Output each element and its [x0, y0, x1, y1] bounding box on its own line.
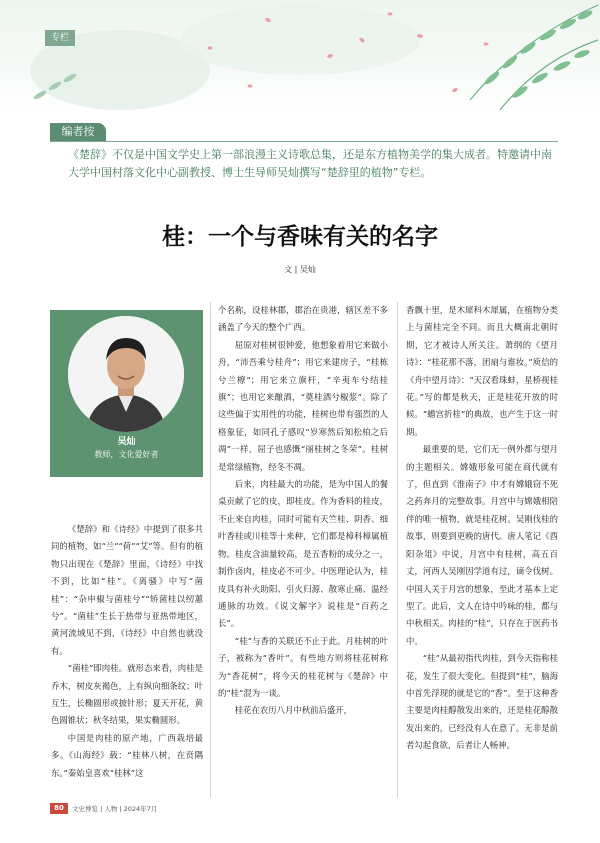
editor-note-label: 编者按	[50, 123, 106, 141]
paragraph: 最重要的是，它们无一例外都与望月的主题相关。嫦娥形象可能在商代就有了，但直到《淮南子》中才有嫦娥窃不死之药奔月的完整故事。月宫中与嫦娥相陪伴的唯一植物，就是桂花树。吴刚伐桂的故事，则要到更晚的唐代。唐人笔记《酉阳杂俎》中说，月宫中有桂树，高五百丈，河西人吴刚因学道有过，谪令伐树。中国人关于月宫的想象，至此才基本上定型了。此后，文人在诗中吟咏的桂，都与中秋相关。肉桂的“桂”，只存在于医药书中。	[406, 444, 558, 646]
column-divider	[397, 302, 398, 798]
column-divider	[210, 302, 211, 798]
paragraph: 个名称，设桂林郡，郡治在贵港，辖区差不多涵盖了今天的整个广西。	[218, 305, 388, 333]
page-footer	[50, 803, 558, 815]
paragraph: 中国是肉桂的原产地，广西栽培最多。《山海经》载：“桂林八树，在贲隅东。”秦始皇喜欢“桂林”这	[51, 732, 203, 778]
editor-note-text: 《楚辞》不仅是中国文学史上第一部浪漫主义诗歌总集，还是东方植物美学的集大成者。特邀请中南大学中国村落文化中心副教授、博士生导师吴灿撰写“楚辞里的植物”专栏。	[68, 148, 552, 179]
body-column-1	[51, 521, 203, 782]
paragraph: 《楚辞》和《诗经》中提到了很多共同的植物，如“兰”“荷”“艾”等。但有的植物只出现在《楚辞》里面，《诗经》中找不到，比如“桂”。《离骚》中写“菌桂”：“杂申椒与菌桂兮”“矫菌桂以纫蕙兮”。“菌桂”生长于热带与亚热带地区，黄河流域见不到，《诗经》中自然也就没有。	[51, 524, 203, 656]
author-name: 吴灿	[117, 437, 136, 447]
paragraph: “桂”与香的关联还不止于此。月桂树的叶子，被称为“香叶”。有些地方则将桂花树称为“香花树”，将今天的桂花树与《楚辞》中的“桂”混为一谈。	[218, 635, 388, 698]
body-column-2	[218, 302, 388, 720]
article-title: 桂：一个与香味有关的名字	[162, 224, 438, 250]
body-column-3	[406, 302, 558, 755]
paragraph: “桂”从最初指代肉桂，到今天指称桂花，发生了很大变化。但提到“桂”，脑海中首先浮现的就是它的“香”。至于这种香主要是肉桂醇散发出来的，还是桂花醇散发出来的，已经没有人在意了。无非是前者勾起食欲，后者让人畅神。	[406, 653, 558, 751]
author-description: 教师，文化爱好者	[94, 450, 159, 459]
article-byline: 文 | 吴灿	[284, 265, 316, 274]
page-number: 80	[50, 803, 68, 814]
publication-info: 文史博览 | 人物 | 2024年7月	[72, 805, 158, 813]
paragraph: 后来，肉桂最大的功能，是为中国人的餐桌贡献了它的皮，即桂皮。作为香料的桂皮，不止来自肉桂，同时可能有天竺桂、阴香、细叶香桂或川桂等十来种，它们都是樟科樟属植物。桂皮含油量较高，是五香粉的成分之一，制作卤肉，桂皮必不可少。中医理论认为，桂皮具有补火助阳、引火归源、散寒止痛、温经通脉的功效。《说文解字》说桂是“百药之长”。	[218, 479, 388, 629]
paragraph: 屈原对桂树很钟爱，他想象着用它来做小舟，“沛吾乘兮桂舟”；用它来建房子，“桂栋兮兰橑”；用它来立旗杆，“辛夷车兮结桂旗”；也用它来酿酒，“奠桂酒兮椒浆”。除了这些偏于实用性的功能，桂树也带有强烈的人格象征，如同孔子感叹“岁寒然后知松柏之后凋”一样，屈子也感慨“丽桂树之冬荣”。桂树是常绿植物，经冬不凋。	[218, 339, 388, 472]
paragraph: “菌桂”即肉桂。就形态来看，肉桂是乔木，树皮灰褐色，上有纵向细条纹；叶互生，长椭圆形或披针形；夏天开花，黄色圆锥状；秋冬结果，果实椭圆形。	[51, 663, 203, 726]
paragraph: 桂花在农历八月中秋前后盛开，	[234, 705, 353, 716]
paragraph: 香飘十里，是木犀科木犀属，在植物分类上与菌桂完全不同。而且大概南北朝时期，它才被诗人所关注。萧纲的《望月诗》：“桂花那不落，团扇与谁妆。”庾信的《舟中望月诗》：“天汉看珠蚌，星桥视桂花。”写的都是秋天，正是桂花开放的时候。“蟾宫折桂”的典故，也产生于这一时期。	[406, 305, 558, 437]
column-tag: 专栏	[45, 30, 75, 46]
